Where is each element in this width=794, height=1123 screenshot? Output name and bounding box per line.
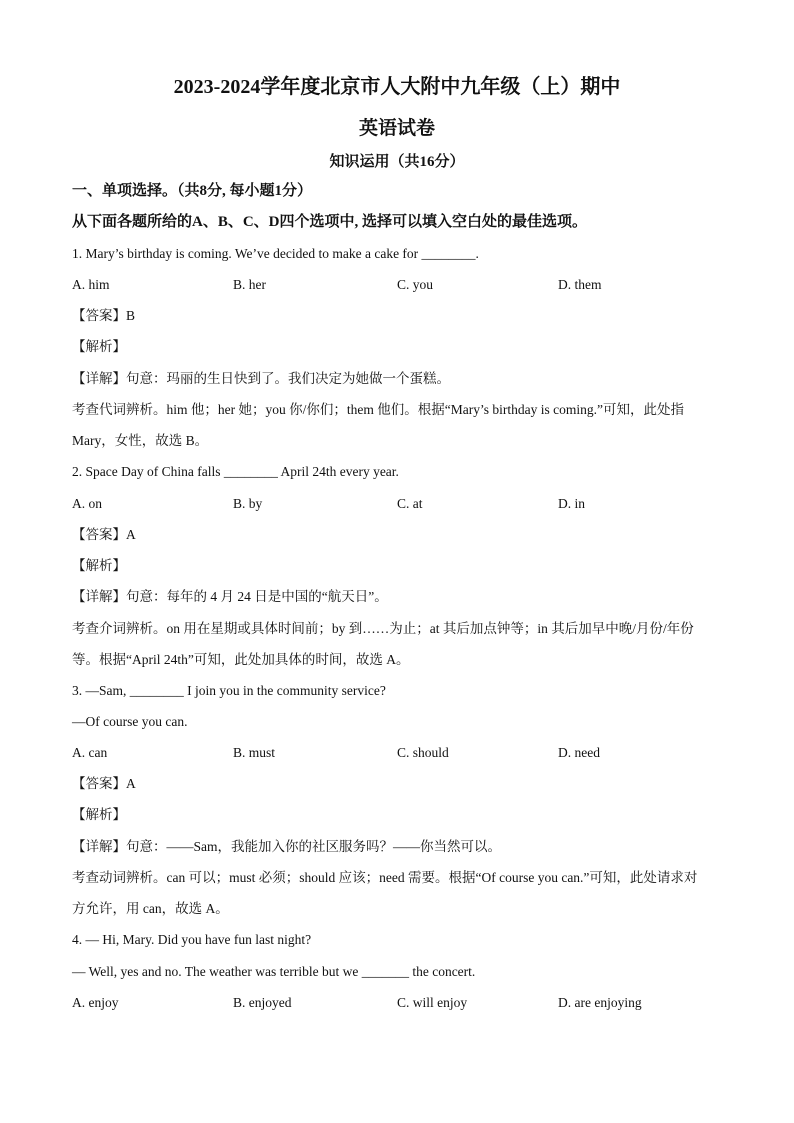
question-2-answer: 【答案】A xyxy=(72,527,136,542)
question-3-detail-line: 考查动词辨析。can 可以；must 必须；should 应该；need 需要。根据“Of course you can.”可知，此处请求对 xyxy=(72,870,698,885)
question-2-detail-line: 考查介词辨析。on 用在星期或具体时间前；by 到……为止；at 其后加点钟等；in 其后加早中晚/月份/年份 xyxy=(72,621,694,636)
question-1-analysis: 【解析】 xyxy=(72,339,126,354)
question-3-option-c: C. should xyxy=(397,745,449,760)
exam-subtitle: 英语试卷 xyxy=(358,118,435,139)
question-4-stem-reply: — Well, yes and no. The weather was terrible but we _______ the concert. xyxy=(72,964,476,979)
question-3-detail-line: 【详解】句意：——Sam，我能加入你的社区服务吗？——你当然可以。 xyxy=(72,839,501,854)
question-4-option-d: D. are enjoying xyxy=(558,995,642,1010)
question-4-stem: 4. — Hi, Mary. Did you have fun last night? xyxy=(72,932,312,947)
question-3-option-d: D. need xyxy=(558,745,600,760)
question-3-stem: 3. —Sam, ________ I join you in the community service? xyxy=(72,683,386,698)
question-1-detail-line: 【详解】句意：玛丽的生日快到了。我们决定为她做一个蛋糕。 xyxy=(72,371,450,386)
question-3-answer: 【答案】A xyxy=(72,776,136,791)
question-2-analysis: 【解析】 xyxy=(72,558,126,573)
question-2-option-d: D. in xyxy=(558,496,585,511)
question-4-option-a: A. enjoy xyxy=(72,995,119,1010)
question-1-detail-line: Mary，女性，故选 B。 xyxy=(72,433,209,448)
question-2-detail-line: 【详解】句意：每年的 4 月 24 日是中国的“航天日”。 xyxy=(72,589,388,604)
question-3-option-a: A. can xyxy=(72,745,108,760)
question-2-detail-line: 等。根据“April 24th”可知，此处加具体的时间，故选 A。 xyxy=(72,652,410,667)
question-3-stem-reply: —Of course you can. xyxy=(72,714,188,729)
question-1-option-c: C. you xyxy=(397,277,434,292)
question-2-option-a: A. on xyxy=(72,496,102,511)
question-2-option-b: B. by xyxy=(233,496,263,511)
question-3-detail-line: 方允许，用 can，故选 A。 xyxy=(72,901,229,916)
section-instruction: 从下面各题所给的A、B、C、D四个选项中, 选择可以填入空白处的最佳选项。 xyxy=(72,214,588,230)
exam-title: 2023-2024学年度北京市人大附中九年级（上）期中 xyxy=(173,76,621,98)
question-4-option-c: C. will enjoy xyxy=(397,995,468,1010)
section-heading: 一、单项选择。（共8分, 每小题1分） xyxy=(72,183,313,199)
question-1-option-d: D. them xyxy=(558,277,602,292)
question-2-option-c: C. at xyxy=(397,496,423,511)
question-1-answer: 【答案】B xyxy=(72,308,136,323)
question-1-stem: 1. Mary’s birthday is coming. We’ve decided to make a cake for ________. xyxy=(72,246,479,261)
question-1-option-b: B. her xyxy=(233,277,266,292)
part-heading: 知识运用（共16分） xyxy=(329,154,465,170)
question-2-stem: 2. Space Day of China falls ________ April 24th every year. xyxy=(72,464,399,479)
question-4-option-b: B. enjoyed xyxy=(233,995,292,1010)
question-1-option-a: A. him xyxy=(72,277,110,292)
question-1-detail-line: 考查代词辨析。him 他；her 她；you 你/你们；them 他们。根据“Mary’s birthday is coming.”可知，此处指 xyxy=(72,402,684,417)
question-3-option-b: B. must xyxy=(233,745,276,760)
question-3-analysis: 【解析】 xyxy=(72,807,126,822)
